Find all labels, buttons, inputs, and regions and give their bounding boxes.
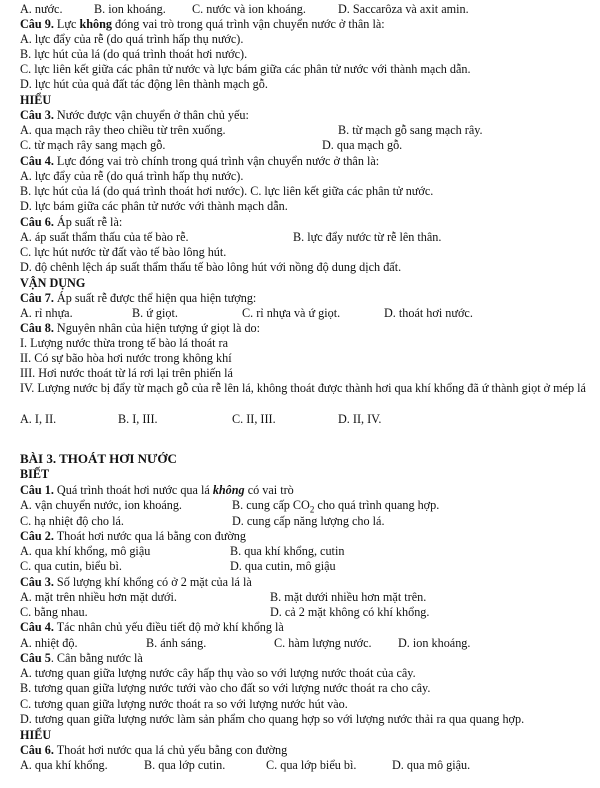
option-c: C. hạ nhiệt độ cho lá. (20, 514, 124, 528)
option-c: C. nước và ion khoáng. (192, 2, 306, 16)
option-c: C. rỉ nhựa và ứ giọt. (242, 306, 341, 320)
option-d: D. thoát hơi nước. (384, 306, 473, 320)
option-c: C. từ mạch rây sang mạch gỗ. (20, 138, 166, 152)
emphasis-word: không (212, 483, 245, 497)
option-d: D. qua mạch gỗ. (322, 138, 403, 152)
question-6-bai3 (20, 743, 586, 758)
question-number: Câu 6. (20, 215, 54, 229)
question-text: Áp suất rễ là: (53, 215, 123, 229)
question-3-bai3 (20, 575, 586, 590)
option-b-text: cho quá trình quang hợp. (314, 498, 440, 512)
option-a: A. qua khí khổng, mô giậu (20, 544, 151, 558)
question-4-bai3 (20, 620, 586, 635)
question-text: đóng vai trò trong quá trình vận chuyển nước ở thân là: (111, 17, 385, 31)
option-a: A. qua khí khổng. (20, 758, 108, 772)
option-d: D. độ chênh lệch áp suất thẩm thấu tế bào lông hút với nồng độ dung dịch đất. (20, 260, 402, 274)
question-5 (20, 651, 586, 666)
question-text: Tác nhân chủ yếu điều tiết độ mở khí khổng là (53, 620, 284, 634)
question-4 (20, 154, 586, 169)
question-number: Câu 4. (20, 154, 54, 168)
question-1 (20, 483, 586, 498)
question-text: Thoát hơi nước qua lá bằng con đường (53, 529, 246, 543)
option-b: B. từ mạch gỗ sang mạch rây. (338, 123, 483, 137)
option-c: C. qua lớp biểu bì. (266, 758, 357, 772)
option-a: A. tương quan giữa lượng nước cây hấp thụ vào so với lượng nước thoát của cây. (20, 666, 416, 680)
question-3 (20, 108, 586, 123)
question-8 (20, 321, 586, 336)
question-number: Câu 6. (20, 743, 54, 757)
option-d: D. II, IV. (338, 412, 382, 426)
option-a: A. áp suất thẩm thấu của tế bào rễ. (20, 230, 189, 244)
option-b: B. ứ giọt. (132, 306, 178, 320)
option-c: C. tương quan giữa lượng nước thoát ra so với lượng nước hút vào. (20, 697, 348, 711)
question-text: Nguyên nhân của hiện tượng ứ giọt là do: (53, 321, 261, 335)
option-a: A. nước. (20, 2, 63, 16)
section-heading-hieu: HIỂU (20, 93, 52, 107)
question-text: . Cân bằng nước là (50, 651, 143, 665)
option-b: B. ion khoáng. (94, 2, 166, 16)
question-number: Câu 4. (20, 620, 54, 634)
statement-iv: IV. Lượng nước bị đẩy từ mạch gỗ của rễ lên lá, không thoát được thành hơi qua khí khổng đã ứ thành giọt ở mép lá (20, 381, 586, 395)
question-text: Số lượng khí khổng có ở 2 mặt của lá là (53, 575, 252, 589)
option-a: A. rỉ nhựa. (20, 306, 73, 320)
question-text: Lực (53, 17, 80, 31)
option-a: A. lực đẩy của rễ (do quá trình hấp thụ nước). (20, 169, 244, 183)
option-d: D. ion khoáng. (398, 636, 471, 650)
option-a: A. I, II. (20, 412, 57, 426)
question-number: Câu 2. (20, 529, 54, 543)
option-d: D. lực hút của quả đất tác động lên thành mạch gỗ. (20, 77, 268, 91)
option-a: A. qua mạch rây theo chiều từ trên xuống. (20, 123, 226, 137)
question-7 (20, 291, 586, 306)
statement-i: I. Lượng nước thừa trong tế bào lá thoát ra (20, 336, 229, 350)
option-a: A. lực đẩy của rễ (do quá trình hấp thụ nước). (20, 32, 244, 46)
option-d: D. lực bám giữa các phân tử nước với thành mạch dẫn. (20, 199, 288, 213)
option-b: B. lực hút của lá (do quá trình thoát hơi nước). (20, 47, 248, 61)
chapter-heading: BÀI 3. THOÁT HƠI NƯỚC (20, 451, 177, 466)
option-d: D. cả 2 mặt không có khí khổng. (270, 605, 430, 619)
option-c: C. lực liên kết giữa các phân tử nước và lực bám giữa các phân tử nước với thành mạch dẫn. (20, 62, 471, 76)
question-text: Lực đóng vai trò chính trong quá trình vận chuyển nước ở thân là: (53, 154, 380, 168)
emphasis-word: không (79, 17, 112, 31)
question-text: có vai trò (244, 483, 294, 497)
question-text: Quá trình thoát hơi nước qua lá (53, 483, 213, 497)
section-heading-biet: BIẾT (20, 467, 50, 481)
question-number: Câu 1. (20, 483, 54, 497)
option-b: B. qua khí khổng, cutin (230, 544, 345, 558)
question-text: Thoát hơi nước qua lá chủ yếu bằng con đường (53, 743, 288, 757)
option-d: D. cung cấp năng lượng cho lá. (232, 514, 385, 528)
question-number: Câu 8. (20, 321, 54, 335)
question-2 (20, 529, 586, 544)
question-text: Áp suất rễ được thể hiện qua hiện tượng: (53, 291, 257, 305)
option-b-text: B. cung cấp CO (232, 498, 310, 512)
section-heading-van-dung: VẬN DỤNG (20, 276, 86, 290)
option-b: B. I, III. (118, 412, 158, 426)
option-c: C. qua cutin, biểu bì. (20, 559, 122, 573)
statement-iii: III. Hơi nước thoát từ lá rơi lại trên phiến lá (20, 366, 233, 380)
option-c: C. bằng nhau. (20, 605, 88, 619)
option-b: B. tương quan giữa lượng nước tưới vào cho đất so với lượng nước thoát ra cho cây. (20, 681, 431, 695)
question-number: Câu 3. (20, 108, 54, 122)
question-number: Câu 3. (20, 575, 54, 589)
option-c: C. II, III. (232, 412, 276, 426)
option-d: D. Saccarôza và axit amin. (338, 2, 469, 16)
option-b: B. lực đẩy nước từ rễ lên thân. (293, 230, 442, 244)
section-heading-hieu: HIỂU (20, 728, 52, 742)
question-6 (20, 215, 586, 230)
statement-ii: II. Có sự bão hòa hơi nước trong không khí (20, 351, 232, 365)
option-b-c: B. lực hút của lá (do quá trình thoát hơi nước). C. lực liên kết giữa các phân tử nước. (20, 184, 434, 198)
question-number: Câu 9. (20, 17, 54, 31)
option-a: A. mặt trên nhiều hơn mặt dưới. (20, 590, 177, 604)
option-a: A. vận chuyển nước, ion khoáng. (20, 498, 182, 512)
option-c: C. hàm lượng nước. (274, 636, 372, 650)
option-d: D. qua cutin, mô giậu (230, 559, 336, 573)
subscript: 2 (309, 504, 315, 515)
option-a: A. nhiệt độ. (20, 636, 78, 650)
option-d: D. tương quan giữa lượng nước làm sản phẩm cho quang hợp so với lượng nước thải ra qua quang hợp. (20, 712, 525, 726)
option-b: B. mặt dưới nhiều hơn mặt trên. (270, 590, 427, 604)
question-number: Câu 7. (20, 291, 54, 305)
option-b: B. ánh sáng. (146, 636, 207, 650)
option-c: C. lực hút nước từ đất vào tế bào lông hút. (20, 245, 227, 259)
option-d: D. qua mô giậu. (392, 758, 471, 772)
question-number: Câu 5 (20, 651, 51, 665)
option-b: B. qua lớp cutin. (144, 758, 226, 772)
question-text: Nước được vận chuyển ở thân chủ yếu: (53, 108, 249, 122)
question-9 (20, 17, 586, 32)
